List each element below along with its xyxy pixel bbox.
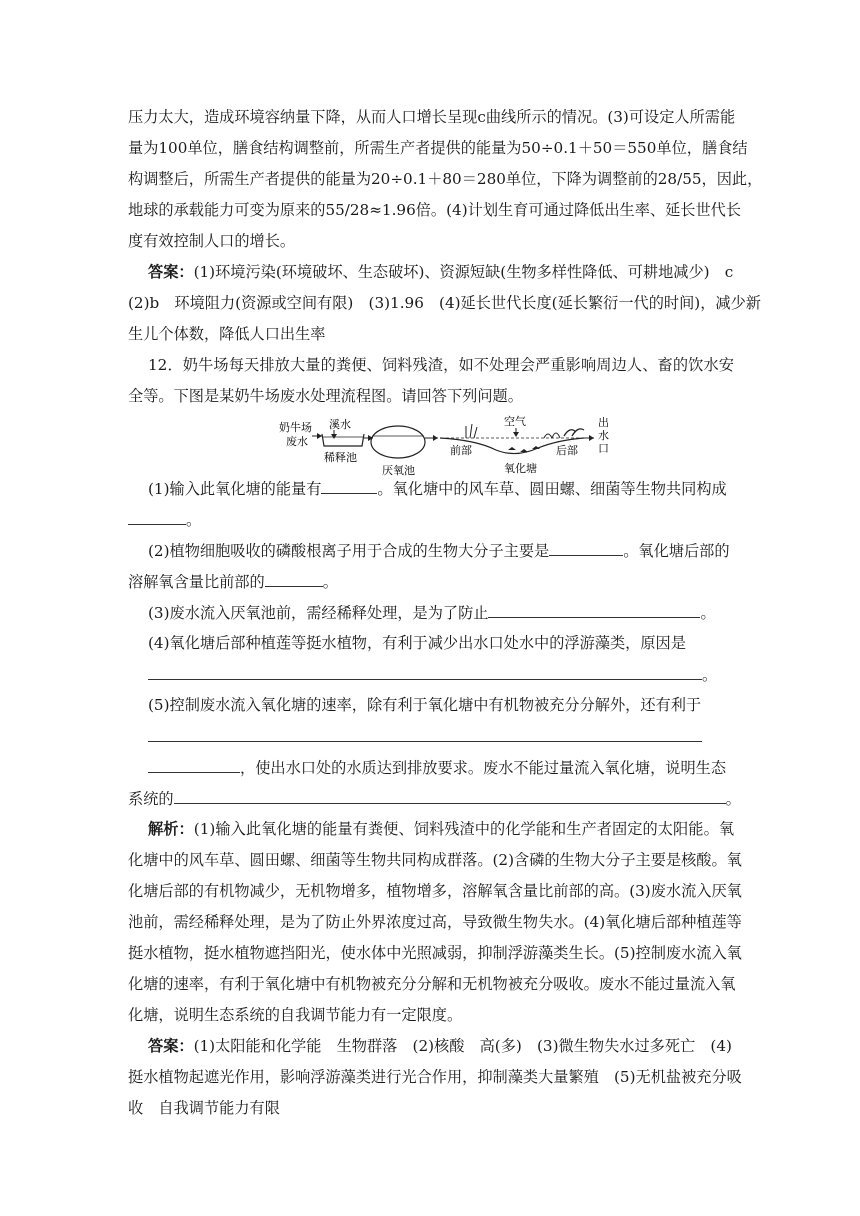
subquestion-text: ，使出水口处的水质达到排放要求。废水不能过量流入氧化塘，说明生态 xyxy=(240,759,726,777)
outlet-label: 口 xyxy=(598,442,609,455)
subquestion-5-blank-line xyxy=(148,726,702,747)
subquestion-text: 。 xyxy=(725,790,741,808)
subquestion-text: 。氧化塘后部的 xyxy=(623,542,730,560)
analysis-line: 化塘的速率，有利于氧化塘中有机物被充分分解和无机物被充分吸收。废水不能过量流入氧 xyxy=(128,975,736,993)
anaerobic-pool-label: 厌氧池 xyxy=(382,464,415,476)
source-label-line1: 奶牛场 xyxy=(279,421,312,434)
snail-icons xyxy=(508,446,540,452)
subquestion-1-cont xyxy=(128,509,201,530)
answer-line: 收 自我调节能力有限 xyxy=(128,1099,280,1117)
subquestion-2-cont xyxy=(128,571,338,592)
answer-blank[interactable] xyxy=(128,509,186,525)
analysis-text: (1)输入此氧化塘的能量有粪便、饲料残渣中的化学能和生产者固定的太阳能。氧 xyxy=(193,820,735,838)
subquestion-text: (1)输入此氧化塘的能量有 xyxy=(148,480,322,498)
subquestion-3 xyxy=(148,602,716,623)
subquestion-text: 系统的 xyxy=(128,790,174,808)
answer-line: 挺水植物起遮光作用，影响浮游藻类进行光合作用，抑制藻类大量繁殖 (5)无机盐被充分吸 xyxy=(128,1068,742,1086)
analysis-line xyxy=(148,819,734,839)
subquestion-text: 溶解氧含量比前部的 xyxy=(128,573,265,591)
subquestion-text: 。 xyxy=(702,666,718,684)
analysis-line: 度有效控制人口的增长。 xyxy=(128,232,296,250)
front-label: 前部 xyxy=(450,444,472,457)
subquestion-text: 。 xyxy=(700,604,716,622)
reed-plant-icon xyxy=(466,424,477,438)
outlet-label: 出 xyxy=(598,416,609,429)
answer-blank[interactable] xyxy=(148,726,702,742)
dilution-pool-label: 稀释池 xyxy=(324,451,357,464)
answer-text: (1)太阳能和化学能 生物群落 (2)核酸 高(多) (3)微生物失水过多死亡 (4) xyxy=(193,1037,732,1055)
anaerobic-pool-shape xyxy=(371,426,425,458)
subquestion-text: 。氧化塘中的风车草、圆田螺、细菌等生物共同构成 xyxy=(377,480,727,498)
source-label-line2: 废水 xyxy=(286,435,308,448)
question-stem: 全等。下图是某奶牛场废水处理流程图。请回答下列问题。 xyxy=(128,387,523,405)
analysis-line: 地球的承载能力可变为原来的55/28≈1.96倍。(4)计划生育可通过降低出生率、延长世代长 xyxy=(128,201,742,219)
rear-label: 后部 xyxy=(556,444,578,457)
answer-blank[interactable] xyxy=(174,788,726,804)
answer-blank[interactable] xyxy=(148,757,240,773)
inflow-arrowhead xyxy=(317,433,322,439)
analysis-line: 池前，需经稀释处理，是为了防止外界浓度过高，导致微生物失水。(4)氧化塘后部种植莲等 xyxy=(128,913,742,931)
oxidation-pond-label: 氧化塘 xyxy=(504,462,537,475)
subquestion-4: (4)氧化塘后部种植莲等挺水植物，有利于减少出水口处水中的浮游藻类，原因是 xyxy=(148,634,686,652)
lotus-plant-icon xyxy=(544,433,560,438)
stream-label: 溪水 xyxy=(329,418,351,431)
answer-blank[interactable] xyxy=(321,478,377,494)
analysis-line: 量为100单位，膳食结构调整前，所需生产者提供的能量为50÷0.1＋50＝550单位，膳食结 xyxy=(128,139,748,157)
subquestion-5-cont xyxy=(148,757,726,778)
analysis-line: 构调整后，所需生产者提供的能量为20÷0.1＋80＝280单位，下降为调整前的28/55，因此， xyxy=(128,170,763,188)
analysis-line: 化塘，说明生态系统的自我调节能力有一定限度。 xyxy=(128,1006,463,1024)
answer-line: (2)b 环境阻力(资源或空间有限) (3)1.96 (4)延长世代长度(延长繁衍一代的时间)，减少新 xyxy=(128,294,761,312)
subquestion-text: (3)废水流入厌氧池前，需经稀释处理，是为了防止 xyxy=(148,604,489,622)
pipe-arrowhead xyxy=(433,435,438,441)
outlet-label: 水 xyxy=(598,429,609,442)
subquestion-5: (5)控制废水流入氧化塘的速率，除有利于氧化塘中有机物被充分分解外，还有利于 xyxy=(148,696,702,714)
subquestion-5-end xyxy=(128,788,741,809)
answer-blank[interactable] xyxy=(265,571,323,587)
analysis-line: 挺水植物，挺水植物遮挡阳光，使水体中光照减弱，抑制浮游藻类生长。(5)控制废水流入氧 xyxy=(128,944,742,962)
dilution-pool-shape xyxy=(322,434,364,446)
answer-text: (1)环境污染(环境破坏、生态破坏)、资源短缺(生物多样性降低、可耕地减少) c xyxy=(193,263,734,281)
wastewater-flow-diagram xyxy=(276,414,616,476)
answer-blank[interactable] xyxy=(148,664,702,680)
analysis-label: 解析： xyxy=(148,820,194,838)
answer-line xyxy=(148,262,734,282)
subquestion-1 xyxy=(148,478,727,499)
answer-line xyxy=(148,1036,734,1056)
answer-label: 答案： xyxy=(148,263,194,281)
question-stem: 12．奶牛场每天排放大量的粪便、饲料残渣，如不处理会严重影响周边人、畜的饮水安 xyxy=(148,356,734,374)
subquestion-text: (2)植物细胞吸收的磷酸根离子用于合成的生物大分子主要是 xyxy=(148,542,550,560)
subquestion-4-blank-line xyxy=(148,664,717,685)
air-label: 空气 xyxy=(504,415,526,428)
subquestion-text: 。 xyxy=(322,573,338,591)
air-arrowhead xyxy=(513,432,519,437)
answer-blank[interactable] xyxy=(488,602,700,618)
answer-label: 答案： xyxy=(148,1037,194,1055)
analysis-line: 化塘后部的有机物减少，无机物增多，植物增多，溶解氧含量比前部的高。(3)废水流入厌氧 xyxy=(128,882,742,900)
subquestion-2 xyxy=(148,540,730,561)
analysis-line: 压力太大，造成环境容纳量下降，从而人口增长呈现c曲线所示的情况。(3)可设定人所需能 xyxy=(128,108,736,126)
stream-arrowhead xyxy=(331,434,337,439)
bird-icon xyxy=(564,429,584,436)
analysis-line: 化塘中的风车草、圆田螺、细菌等生物共同构成群落。(2)含磷的生物大分子主要是核酸。氧 xyxy=(128,851,742,869)
outflow-arrowhead xyxy=(589,435,594,441)
subquestion-text: 。 xyxy=(186,511,202,529)
answer-blank[interactable] xyxy=(549,540,623,556)
answer-line: 生儿个体数，降低人口出生率 xyxy=(128,325,326,343)
